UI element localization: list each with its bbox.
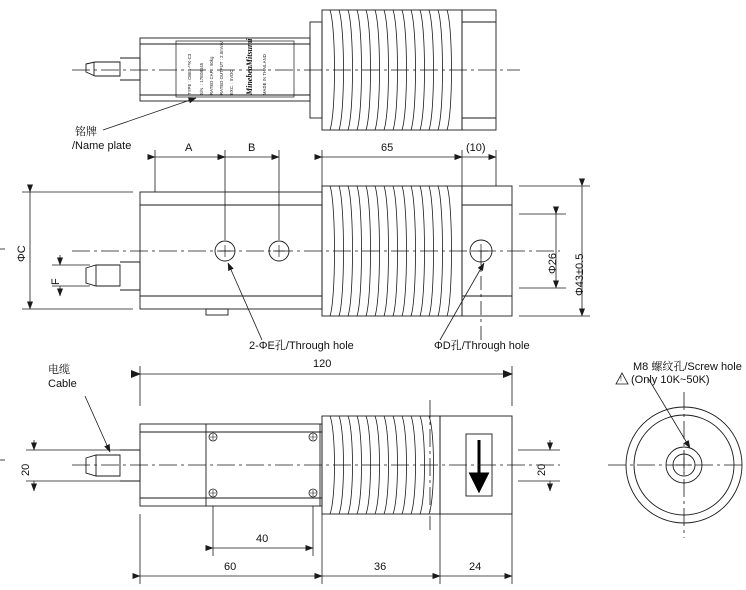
dim-diaC-label: ΦC <box>16 245 28 262</box>
dim-dia43-label: Φ43±0.5 <box>574 253 586 296</box>
cable-callout-en: Cable <box>48 378 77 390</box>
dim-20-right-label: 20 <box>536 463 548 476</box>
dim-120-label: 120 <box>313 358 332 370</box>
through-hole-2e-callout: 2-ΦE孔/Through hole <box>249 340 354 352</box>
dim-36-label: 36 <box>374 561 387 573</box>
dim-a-label: A <box>185 142 193 154</box>
dim-24-label: 24 <box>469 561 482 573</box>
dim-b-label: B <box>248 142 256 154</box>
nameplate-callout-cn: 铭牌 <box>75 126 97 138</box>
nameplate-line-3: RATED OUTPUT : 2.0mV/V <box>219 41 224 95</box>
dim-65-label: 65 <box>381 142 394 154</box>
dim-20-left-label: 20 <box>20 463 32 476</box>
dim-10-label: (10) <box>466 142 486 154</box>
dim-60-label: 60 <box>224 561 237 573</box>
brand-logo-text: MinebeaMitsumi <box>245 38 254 95</box>
through-hole-d-callout: ΦD孔/Through hole <box>434 340 530 352</box>
warning-icon: ! <box>620 376 622 383</box>
nameplate-line-1: S/N : 17E08145 <box>199 62 204 95</box>
screw-hole-callout-cn: M8 螺纹孔/Screw hole <box>633 361 742 373</box>
dim-F-label: F <box>50 278 62 285</box>
nameplate-line-4: EXC. : 5VDC <box>229 69 234 95</box>
nameplate-callout-en: /Name plate <box>72 140 132 152</box>
dim-dia26-label: Φ26 <box>547 252 559 274</box>
screw-hole-callout-note: (Only 10K~50K) <box>631 374 710 386</box>
dim-40-label: 40 <box>256 533 269 545</box>
nameplate-line-0: TYPE : CBE1-**K-C3 <box>187 53 192 95</box>
nameplate-line-2: RATED CAP. : 50kg <box>209 56 214 95</box>
nameplate-line-5: MADE IN THAILAND <box>262 54 267 95</box>
cable-callout-cn: 电缆 <box>48 364 70 376</box>
